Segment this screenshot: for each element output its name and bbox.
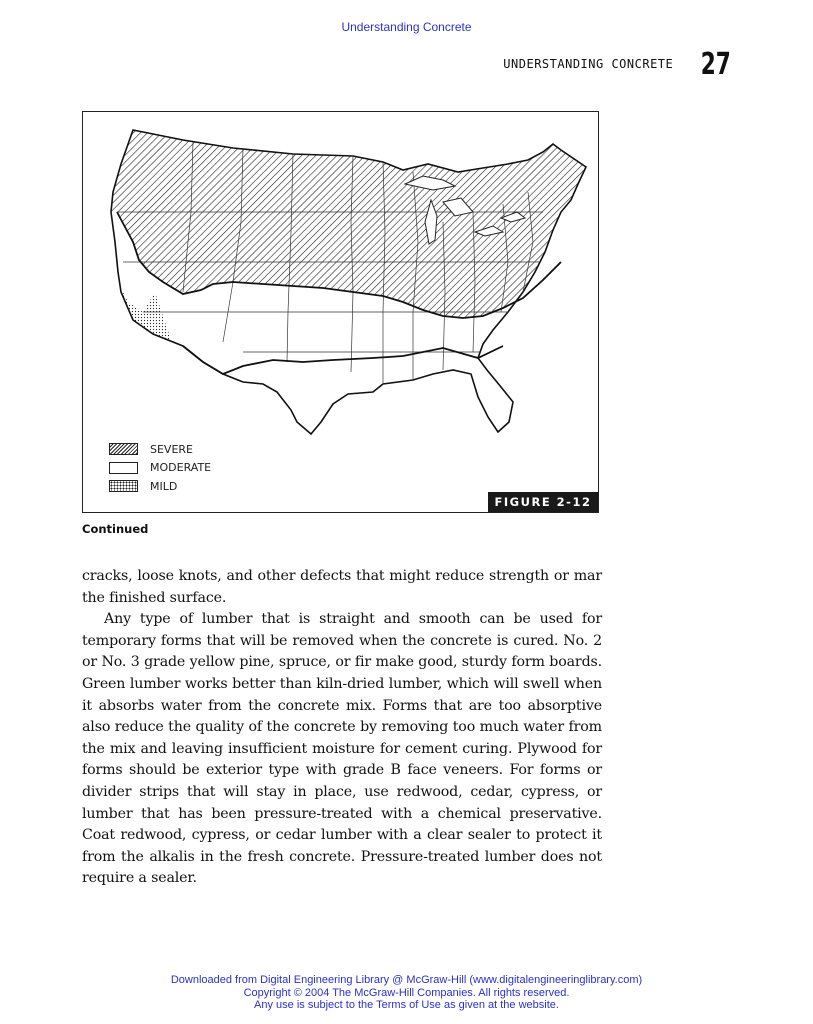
- legend-item-mild: [109, 477, 211, 496]
- dotted-swatch-icon: [109, 480, 138, 492]
- hatched-swatch-icon: [109, 443, 138, 455]
- running-title: UNDERSTANDING CONCRETE: [503, 57, 674, 71]
- top-header-link[interactable]: Understanding Concrete: [341, 20, 472, 34]
- footer-terms: Any use is subject to the Terms of Use as given at the website.: [254, 999, 559, 1011]
- body-text: [82, 566, 602, 890]
- paragraph: cracks, loose knots, and other defects that might reduce strength or mar the finished surface.: [82, 568, 602, 606]
- legend-label: SEVERE: [150, 442, 194, 456]
- footer-download-link[interactable]: Downloaded from Digital Engineering Library @ McGraw-Hill (www.digitalengineeringlibrary.com): [170, 974, 643, 986]
- running-header: [503, 47, 731, 82]
- paragraph: Any type of lumber that is straight and smooth can be used for temporary forms that will be removed when the concrete is cured. No. 2 or No. 3 grade yellow pine, spruce, or fir make good, sturdy form boards. Green lumber works better than kiln-dried lumber, which will swell when it absorbs water from the concrete mix. Forms that are too absorptive also reduce the quality of the concrete by removing too much water from the mix and leaving insufficient moisture for cement curing. Plywood for forms should be exterior type with grade B face veneers. For forms or divider strips that will stay in place, use redwood, cedar, cypress, or lumber that has been pressure-treated with a chemical preservative. Coat redwood, cypress, or cedar lumber with a clear sealer to protect it from the alkalis in the fresh concrete. Pressure-treated lumber does not require a sealer.: [82, 611, 602, 887]
- legend-item-moderate: [109, 459, 211, 478]
- legend-item-severe: [109, 440, 211, 459]
- copyright-footer: [0, 974, 813, 1012]
- footer-copyright: Copyright © 2004 The McGraw-Hill Companies. All rights reserved.: [243, 986, 570, 999]
- legend-label: MODERATE: [150, 461, 212, 475]
- page-number: 27: [700, 47, 731, 82]
- legend-label: MILD: [150, 479, 178, 493]
- figure-2-12: [82, 111, 599, 513]
- figure-continued-note: Continued: [82, 522, 149, 536]
- map-legend: [109, 440, 211, 496]
- blank-swatch-icon: [109, 462, 138, 474]
- figure-label: FIGURE 2-12: [488, 492, 598, 512]
